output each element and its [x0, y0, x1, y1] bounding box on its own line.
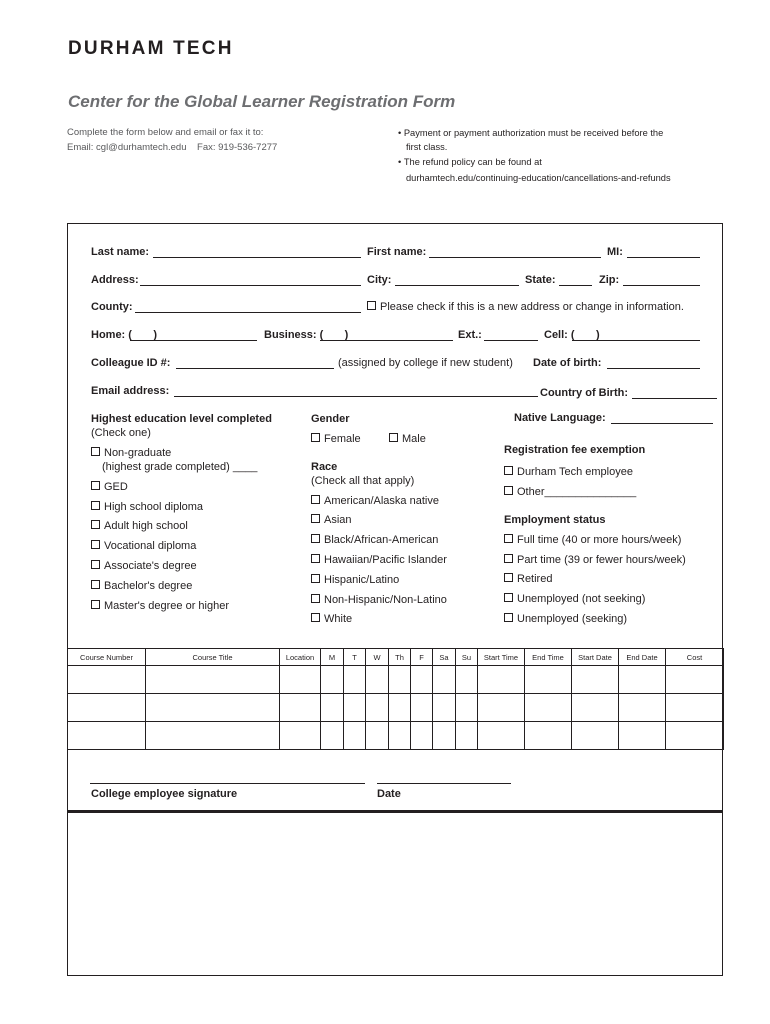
- email-field[interactable]: [174, 396, 538, 397]
- zip-label: Zip:: [599, 274, 620, 286]
- col-m: M: [321, 649, 344, 666]
- instructions-text: Complete the form below and email or fax it to:: [67, 127, 264, 138]
- emp-full-time[interactable]: Full time (40 or more hours/week): [504, 534, 681, 546]
- race-non-hispanic[interactable]: Non-Hispanic/Non-Latino: [311, 594, 447, 606]
- edu-bachelors[interactable]: Bachelor's degree: [91, 580, 192, 592]
- col-sa: Sa: [433, 649, 456, 666]
- edu-vocational[interactable]: Vocational diploma: [91, 540, 196, 552]
- signature-label: College employee signature: [91, 788, 238, 800]
- col-f: F: [411, 649, 433, 666]
- section-divider: [67, 810, 723, 813]
- col-start-time: Start Time: [478, 649, 525, 666]
- business-phone-label: Business: ( ): [264, 329, 349, 341]
- col-w: W: [366, 649, 389, 666]
- fee-other[interactable]: Other_______________: [504, 486, 636, 498]
- home-phone-field[interactable]: [130, 340, 257, 341]
- edu-ged[interactable]: GED: [91, 481, 128, 493]
- col-th: Th: [389, 649, 411, 666]
- address-field[interactable]: [140, 285, 361, 286]
- course-row[interactable]: [68, 694, 724, 722]
- col-end-date: End Date: [619, 649, 666, 666]
- cell-phone-label: Cell: ( ): [544, 329, 600, 341]
- ext-label: Ext.:: [458, 329, 482, 341]
- edu-associates[interactable]: Associate's degree: [91, 560, 197, 572]
- ext-field[interactable]: [484, 340, 538, 341]
- note-refund-url: durhamtech.edu/continuing-education/cancellations-and-refunds: [406, 173, 671, 183]
- course-table: [67, 648, 724, 750]
- assigned-note: (assigned by college if new student): [338, 357, 513, 369]
- education-heading: Highest education level completed: [91, 413, 272, 425]
- native-language-field[interactable]: [611, 423, 713, 424]
- edu-masters[interactable]: Master's degree or higher: [91, 600, 229, 612]
- course-header-row: [68, 649, 724, 666]
- country-birth-field[interactable]: [632, 398, 717, 399]
- col-cost: Cost: [666, 649, 724, 666]
- city-field[interactable]: [395, 285, 519, 286]
- col-location: Location: [280, 649, 321, 666]
- emp-retired[interactable]: Retired: [504, 573, 552, 585]
- home-phone-label: Home: ( ): [91, 329, 157, 341]
- course-row[interactable]: [68, 666, 724, 694]
- date-label: Date: [377, 788, 401, 800]
- emp-unemployed-seeking[interactable]: Unemployed (seeking): [504, 613, 627, 625]
- edu-highest-grade: (highest grade completed) ____: [102, 461, 258, 473]
- col-su: Su: [456, 649, 478, 666]
- emp-part-time[interactable]: Part time (39 or fewer hours/week): [504, 554, 686, 566]
- state-field[interactable]: [559, 285, 592, 286]
- contact-text: Email: cgl@durhamtech.edu Fax: 919-536-7277: [67, 142, 278, 153]
- business-phone-field[interactable]: [320, 340, 453, 341]
- race-american-alaska[interactable]: American/Alaska native: [311, 495, 439, 507]
- form-title: Center for the Global Learner Registration Form: [68, 92, 456, 111]
- race-white[interactable]: White: [311, 613, 352, 625]
- country-birth-label: Country of Birth:: [540, 387, 628, 399]
- race-hispanic[interactable]: Hispanic/Latino: [311, 574, 399, 586]
- fee-durham-employee[interactable]: Durham Tech employee: [504, 466, 633, 478]
- state-label: State:: [525, 274, 556, 286]
- emp-unemployed-not-seeking[interactable]: Unemployed (not seeking): [504, 593, 645, 605]
- city-label: City:: [367, 274, 392, 286]
- mi-label: MI:: [607, 246, 623, 258]
- county-label: County:: [91, 301, 133, 313]
- gender-female[interactable]: Female: [311, 433, 361, 445]
- native-language-label: Native Language:: [514, 412, 606, 424]
- gender-male[interactable]: Male: [389, 433, 426, 445]
- signature-line[interactable]: [90, 783, 365, 784]
- note-refund: • The refund policy can be found at: [398, 157, 542, 167]
- new-address-checkbox[interactable]: Please check if this is a new address or change in information.: [367, 301, 684, 313]
- col-course-number: Course Number: [68, 649, 146, 666]
- colleague-id-label: Colleague ID #:: [91, 357, 171, 369]
- race-black[interactable]: Black/African-American: [311, 534, 438, 546]
- note-payment-cont: first class.: [406, 142, 448, 152]
- edu-high-school[interactable]: High school diploma: [91, 501, 203, 513]
- last-name-label: Last name:: [91, 246, 150, 258]
- course-row[interactable]: [68, 722, 724, 750]
- race-hawaiian[interactable]: Hawaiian/Pacific Islander: [311, 554, 447, 566]
- edu-non-graduate[interactable]: Non-graduate: [91, 447, 171, 459]
- first-name-label: First name:: [367, 246, 427, 258]
- durham-tech-logo: DURHAM TECH: [68, 38, 234, 59]
- gender-heading: Gender: [311, 413, 350, 425]
- employment-heading: Employment status: [504, 514, 606, 526]
- email-label: Email address:: [91, 385, 170, 397]
- dob-field[interactable]: [607, 368, 700, 369]
- race-asian[interactable]: Asian: [311, 514, 352, 526]
- note-payment: • Payment or payment authorization must be received before the: [398, 128, 664, 138]
- address-label: Address:: [91, 274, 139, 286]
- fee-exemption-heading: Registration fee exemption: [504, 444, 646, 456]
- col-start-date: Start Date: [572, 649, 619, 666]
- first-name-field[interactable]: [429, 257, 601, 258]
- cell-phone-field[interactable]: [572, 340, 700, 341]
- date-line[interactable]: [377, 783, 511, 784]
- county-field[interactable]: [135, 312, 361, 313]
- zip-field[interactable]: [623, 285, 700, 286]
- education-subheading: (Check one): [91, 427, 151, 439]
- col-course-title: Course Title: [146, 649, 280, 666]
- race-heading: Race: [311, 461, 338, 473]
- edu-adult-high-school[interactable]: Adult high school: [91, 520, 188, 532]
- race-subheading: (Check all that apply): [311, 475, 415, 487]
- col-end-time: End Time: [525, 649, 572, 666]
- last-name-field[interactable]: [153, 257, 361, 258]
- col-t: T: [344, 649, 366, 666]
- mi-field[interactable]: [627, 257, 700, 258]
- dob-label: Date of birth:: [533, 357, 602, 369]
- colleague-id-field[interactable]: [176, 368, 334, 369]
